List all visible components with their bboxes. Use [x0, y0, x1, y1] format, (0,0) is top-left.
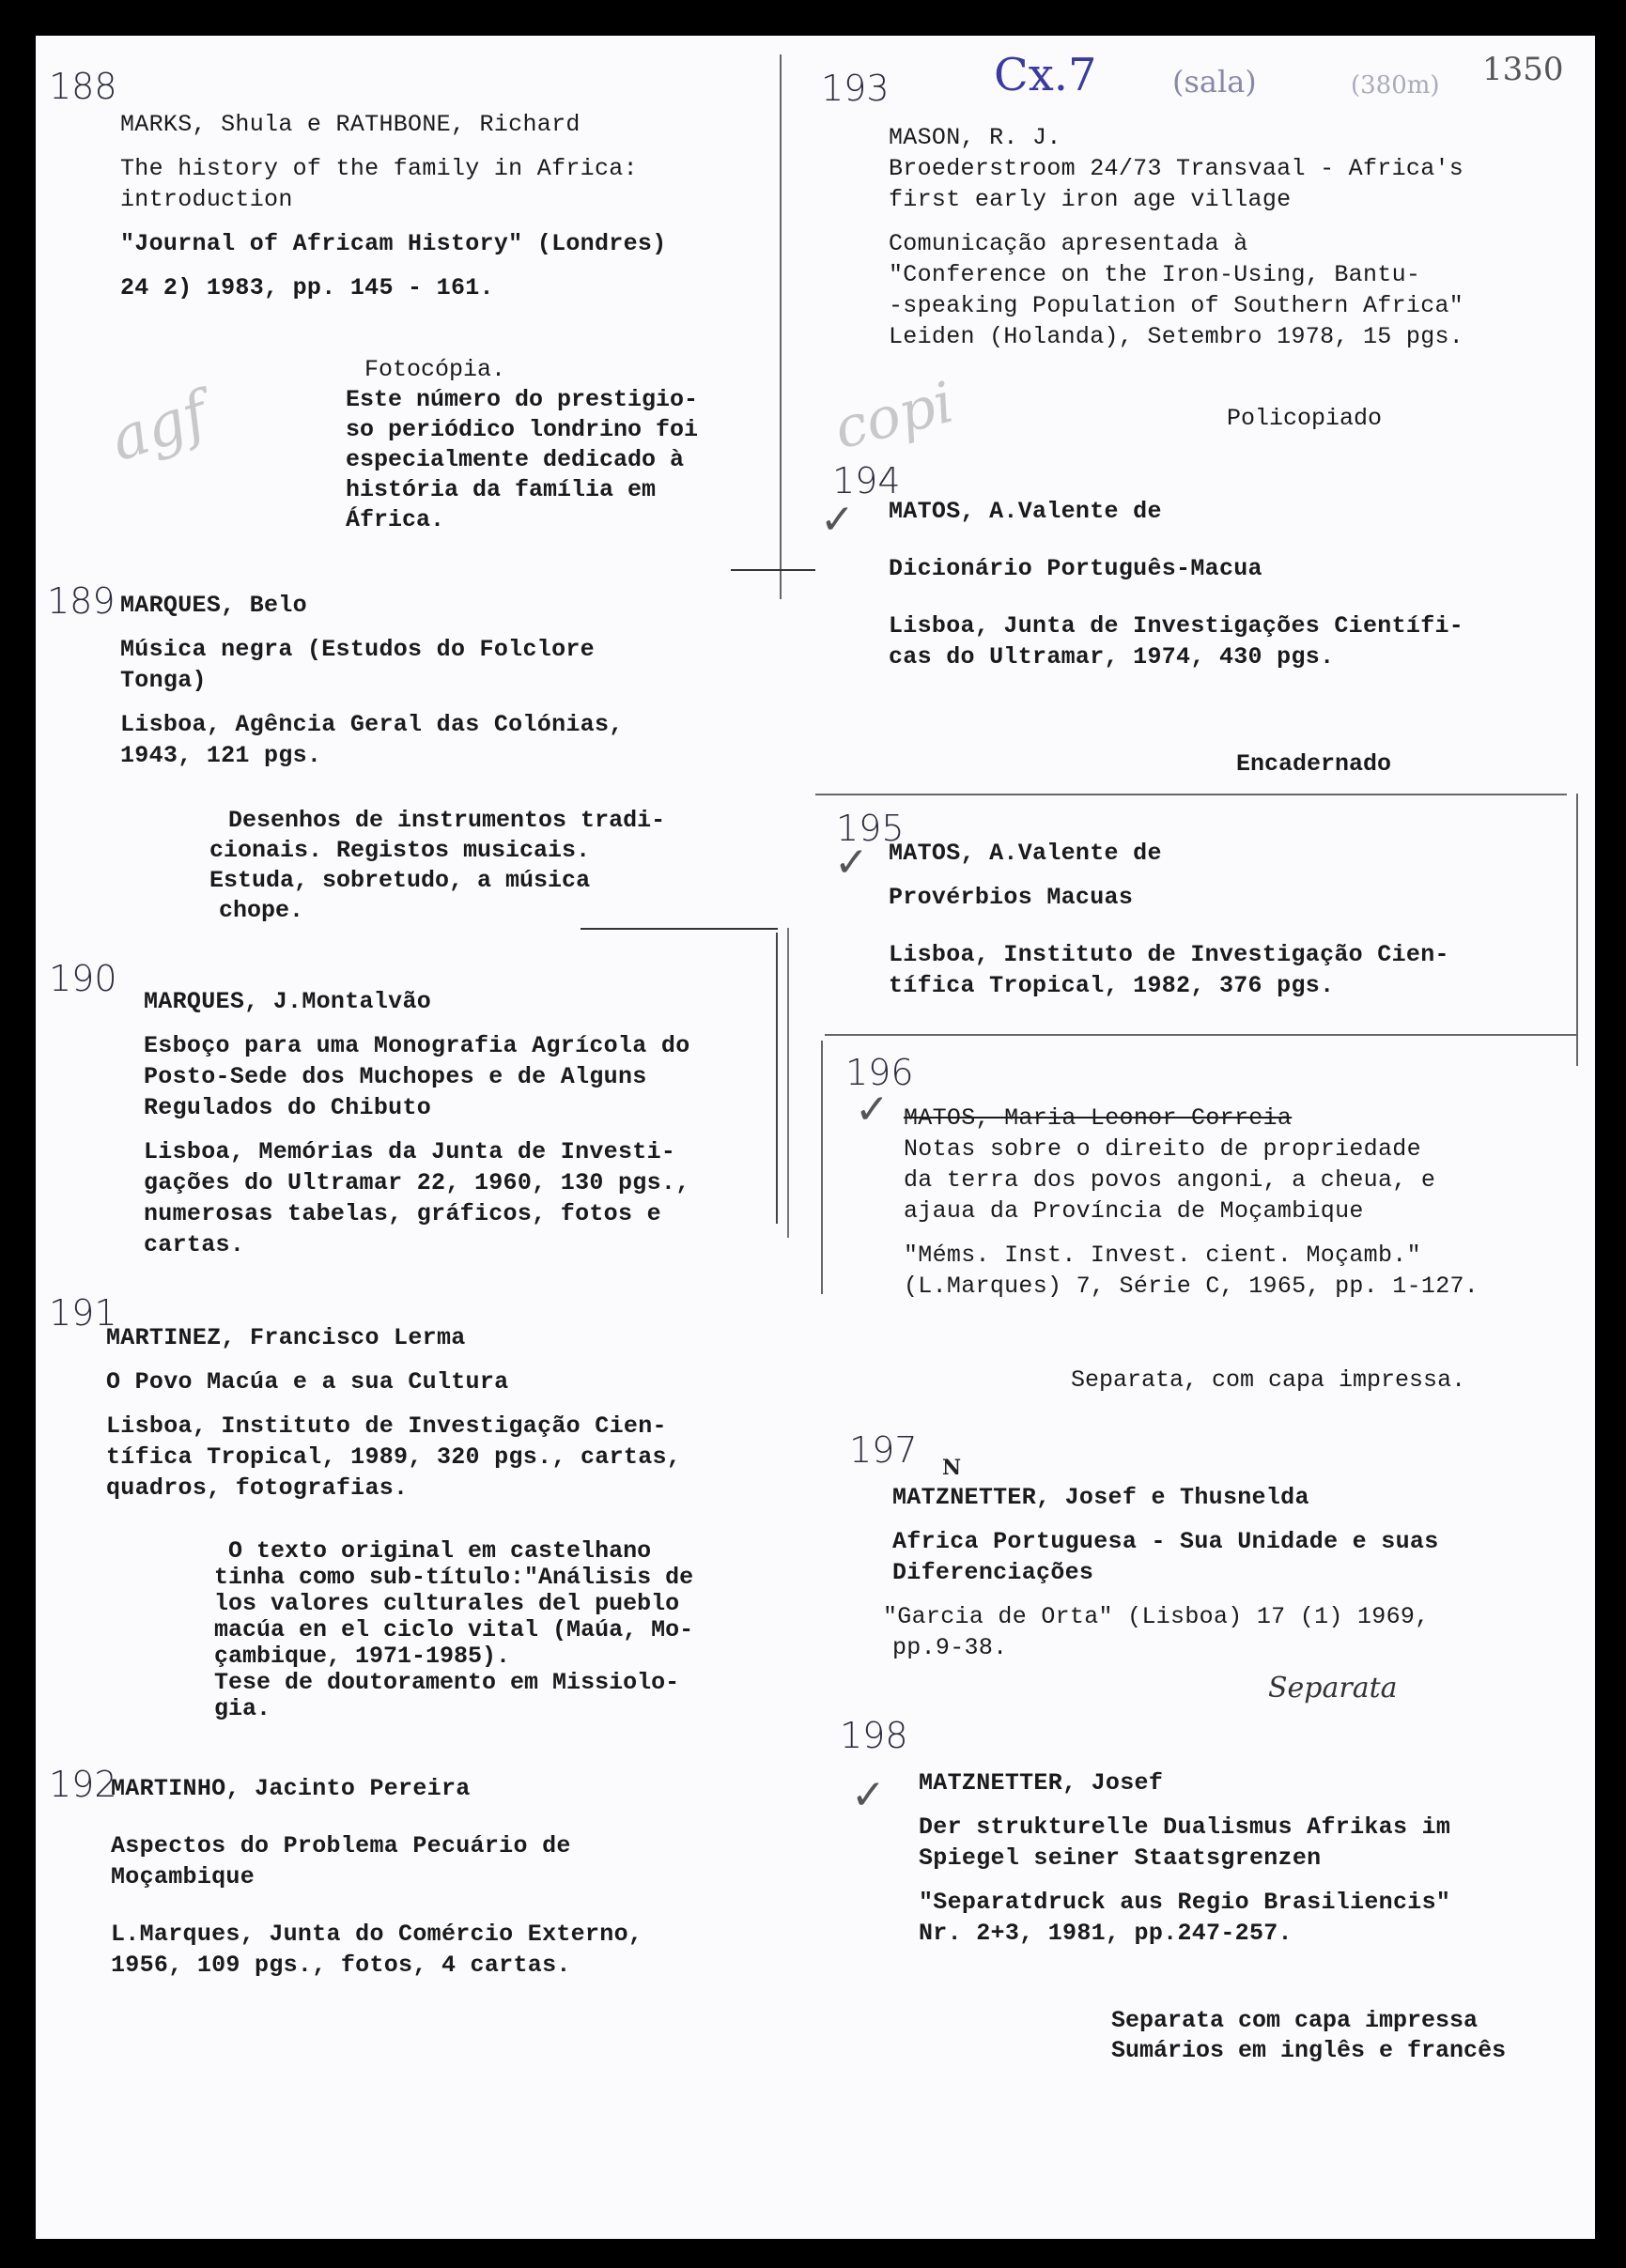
entry-number-194: 194 — [832, 460, 901, 501]
entry-line: "Garcia de Orta" (Lisboa) 17 (1) 1969, — [883, 1603, 1430, 1630]
note-line: África. — [346, 506, 445, 533]
box-number: Cx.7 — [994, 49, 1097, 101]
entry-author: MARTINHO, Jacinto Pereira — [111, 1775, 471, 1802]
entry-number-192: 192 — [49, 1764, 117, 1805]
entry-note-191 — [214, 1538, 693, 1722]
entry-line: Lisboa, Instituto de Investigação Cien- — [889, 941, 1449, 968]
entry-198 — [919, 1767, 1450, 1949]
catalog-card-sheet — [36, 36, 1595, 2239]
entry-author: MARQUES, Belo — [120, 592, 307, 619]
entry-note-188 — [346, 355, 698, 535]
entry-line: first early iron age village — [889, 186, 1292, 213]
note-line: Este número do prestigio- — [346, 386, 699, 413]
entry-note-194: Encadernado — [1236, 750, 1392, 778]
divider-190-191 — [787, 928, 789, 1238]
entry-194 — [889, 496, 1463, 672]
entry-line: cas do Ultramar, 1974, 430 pgs. — [889, 643, 1335, 671]
handwritten-note-separata: Separata — [1268, 1672, 1398, 1705]
note-line: história da família em — [346, 476, 657, 503]
entry-note-196: Separata, com capa impressa. — [1071, 1366, 1466, 1394]
checkmark-icon: ✓ — [855, 1086, 890, 1134]
entry-line: Dicionário Português-Macua — [889, 555, 1262, 582]
entry-189 — [120, 590, 624, 771]
note-line: so periódico londrino foi — [346, 416, 699, 443]
note-line: macúa en el ciclo vital (Maúa, Mo- — [214, 1616, 694, 1643]
entry-line: tífica Tropical, 1982, 376 pgs. — [889, 972, 1335, 999]
entry-number-188: 188 — [49, 66, 117, 107]
pencil-scribble: copi — [828, 369, 960, 463]
entry-197 — [883, 1482, 1439, 1663]
entry-line: Aspectos do Problema Pecuário de — [111, 1832, 571, 1859]
entry-190 — [144, 986, 690, 1260]
note-line: los valores culturales del pueblo — [214, 1590, 680, 1617]
entry-193 — [889, 122, 1463, 352]
divider-195-box — [1576, 794, 1578, 1066]
divider-194-195 — [815, 794, 1567, 795]
entry-line: -speaking Population of Southern Africa" — [889, 292, 1464, 319]
note-line: Separata com capa impressa — [1111, 2007, 1479, 2034]
entry-number-193: 193 — [821, 68, 890, 109]
entry-line: introduction — [120, 186, 293, 213]
note-line: Estuda, sobretudo, a música — [209, 867, 591, 894]
note-line: çambique, 1971-1985). — [214, 1643, 511, 1670]
note-line: especialmente dedicado à — [346, 446, 685, 473]
entry-line: "Méms. Inst. Invest. cient. Moçamb." — [904, 1242, 1421, 1269]
entry-line: 24 2) 1983, pp. 145 - 161. — [120, 274, 494, 301]
entry-note-189 — [209, 806, 665, 926]
entry-188 — [120, 109, 667, 303]
entry-line: The history of the family in Africa: — [120, 155, 638, 182]
checkmark-icon: ✓ — [851, 1771, 886, 1819]
note-line: Desenhos de instrumentos tradi- — [228, 807, 666, 834]
note-line: O texto original em castelhano — [228, 1537, 652, 1565]
entry-line: tífica Tropical, 1989, 320 pgs., cartas, — [106, 1443, 682, 1471]
note-line: Sumários em inglês e francês — [1111, 2037, 1507, 2064]
entry-note-193: Policopiado — [1227, 405, 1383, 432]
entry-author: MASON, R. J. — [889, 124, 1061, 151]
entry-number-191: 191 — [49, 1292, 117, 1334]
entry-line: Leiden (Holanda), Setembro 1978, 15 pgs. — [889, 323, 1464, 350]
entry-196 — [904, 1103, 1479, 1302]
entry-line: Esboço para uma Monografia Agrícola do — [144, 1032, 690, 1059]
entry-line: Lisboa, Junta de Investigações Científi- — [889, 612, 1464, 640]
divider-189-190 — [581, 928, 778, 930]
divider-188-189 — [731, 569, 815, 571]
note-line: tinha como sub-título:"Análisis de — [214, 1564, 694, 1591]
entry-line: (L.Marques) 7, Série C, 1965, pp. 1-127. — [904, 1273, 1479, 1300]
entry-line: Lisboa, Memórias da Junta de Investi- — [144, 1138, 676, 1165]
entry-author: MATOS, A.Valente de — [889, 840, 1162, 867]
entry-line: Música negra (Estudos do Folclore — [120, 636, 595, 663]
entry-line: gações do Ultramar 22, 1960, 130 pgs., — [144, 1169, 690, 1196]
entry-author: MATZNETTER, Josef — [919, 1769, 1164, 1797]
entry-line: da terra dos povos angoni, a cheua, e — [904, 1166, 1436, 1194]
entry-line: Broederstroom 24/73 Transvaal - Africa's — [889, 155, 1464, 182]
entry-line: 1956, 109 pgs., fotos, 4 cartas. — [111, 1952, 571, 1979]
entry-line: Moçambique — [111, 1863, 256, 1890]
entry-line: Der strukturelle Dualismus Afrikas im — [919, 1813, 1451, 1841]
note-line: Fotocópia. — [364, 356, 506, 383]
entry-line: "Separatdruck aus Regio Brasiliencis" — [919, 1889, 1451, 1916]
page-number: 1350 — [1482, 51, 1564, 88]
entry-192 — [111, 1773, 643, 1981]
entry-author: MARTINEZ, Francisco Lerma — [106, 1324, 466, 1351]
entry-line: Africa Portuguesa - Sua Unidade e suas — [892, 1528, 1439, 1555]
entry-195 — [889, 838, 1449, 1001]
entry-line: Comunicação apresentada à — [889, 230, 1248, 257]
note-line: gia. — [214, 1695, 271, 1722]
entry-line: ajaua da Província de Moçambique — [904, 1197, 1364, 1225]
entry-191 — [106, 1322, 681, 1504]
divider-189-190-vert — [776, 933, 778, 1224]
entry-line: 1943, 121 pgs. — [120, 742, 322, 769]
entry-number-189: 189 — [47, 580, 116, 622]
column-divider — [780, 54, 782, 599]
checkmark-icon: ✓ — [834, 839, 869, 887]
room-note: (sala) — [1172, 64, 1257, 100]
handwritten-insert: N — [942, 1456, 962, 1480]
divider-196-left — [821, 1041, 823, 1294]
entry-line: "Journal of Africam History" (Londres) — [120, 230, 667, 257]
entry-line: Provérbios Macuas — [889, 884, 1134, 911]
entry-line: cartas. — [144, 1231, 245, 1258]
note-line: Tese de doutoramento em Missiolo- — [214, 1669, 680, 1696]
entry-author: MATOS, Maria Leonor Correia — [904, 1104, 1293, 1132]
entry-line: Lisboa, Agência Geral das Colónias, — [120, 711, 624, 738]
entry-line: O Povo Macúa e a sua Cultura — [106, 1368, 509, 1396]
note-line: chope. — [219, 897, 304, 924]
entry-line: Nr. 2+3, 1981, pp.247-257. — [919, 1920, 1293, 1947]
entry-line: Tonga) — [120, 667, 207, 694]
entry-line: Notas sobre o direito de propriedade — [904, 1135, 1421, 1163]
entry-line: Regulados do Chibuto — [144, 1094, 432, 1121]
entry-note-198 — [1111, 2006, 1506, 2066]
entry-line: pp.9-38. — [892, 1634, 1008, 1661]
entry-line: "Conference on the Iron-Using, Bantu- — [889, 261, 1421, 288]
note-line: cionais. Registos musicais. — [209, 837, 591, 864]
entry-line: Spiegel seiner Staatsgrenzen — [919, 1844, 1322, 1872]
entry-line: Posto-Sede dos Muchopes e de Alguns — [144, 1063, 647, 1090]
entry-number-198: 198 — [840, 1715, 908, 1756]
entry-line: L.Marques, Junta do Comércio Externo, — [111, 1921, 643, 1948]
entry-line: numerosas tabelas, gráficos, fotos e — [144, 1200, 661, 1227]
entry-number-197: 197 — [849, 1429, 918, 1471]
entry-line: Diferenciações — [892, 1559, 1094, 1586]
shelf-note: (380m) — [1351, 71, 1440, 100]
entry-number-196: 196 — [845, 1052, 914, 1093]
pencil-scribble: agf — [102, 378, 216, 476]
entry-number-195: 195 — [836, 808, 905, 849]
entry-author: MATZNETTER, Josef e Thusnelda — [892, 1484, 1309, 1511]
entry-line: Lisboa, Instituto de Investigação Cien- — [106, 1412, 667, 1440]
entry-number-190: 190 — [49, 958, 117, 999]
entry-line: quadros, fotografias. — [106, 1474, 409, 1502]
entry-author: MARKS, Shula e RATHBONE, Richard — [120, 111, 581, 138]
entry-author: MARQUES, J.Montalvão — [144, 988, 432, 1015]
checkmark-icon: ✓ — [820, 496, 855, 544]
divider-195-196 — [825, 1034, 1576, 1036]
entry-author: MATOS, A.Valente de — [889, 498, 1162, 525]
